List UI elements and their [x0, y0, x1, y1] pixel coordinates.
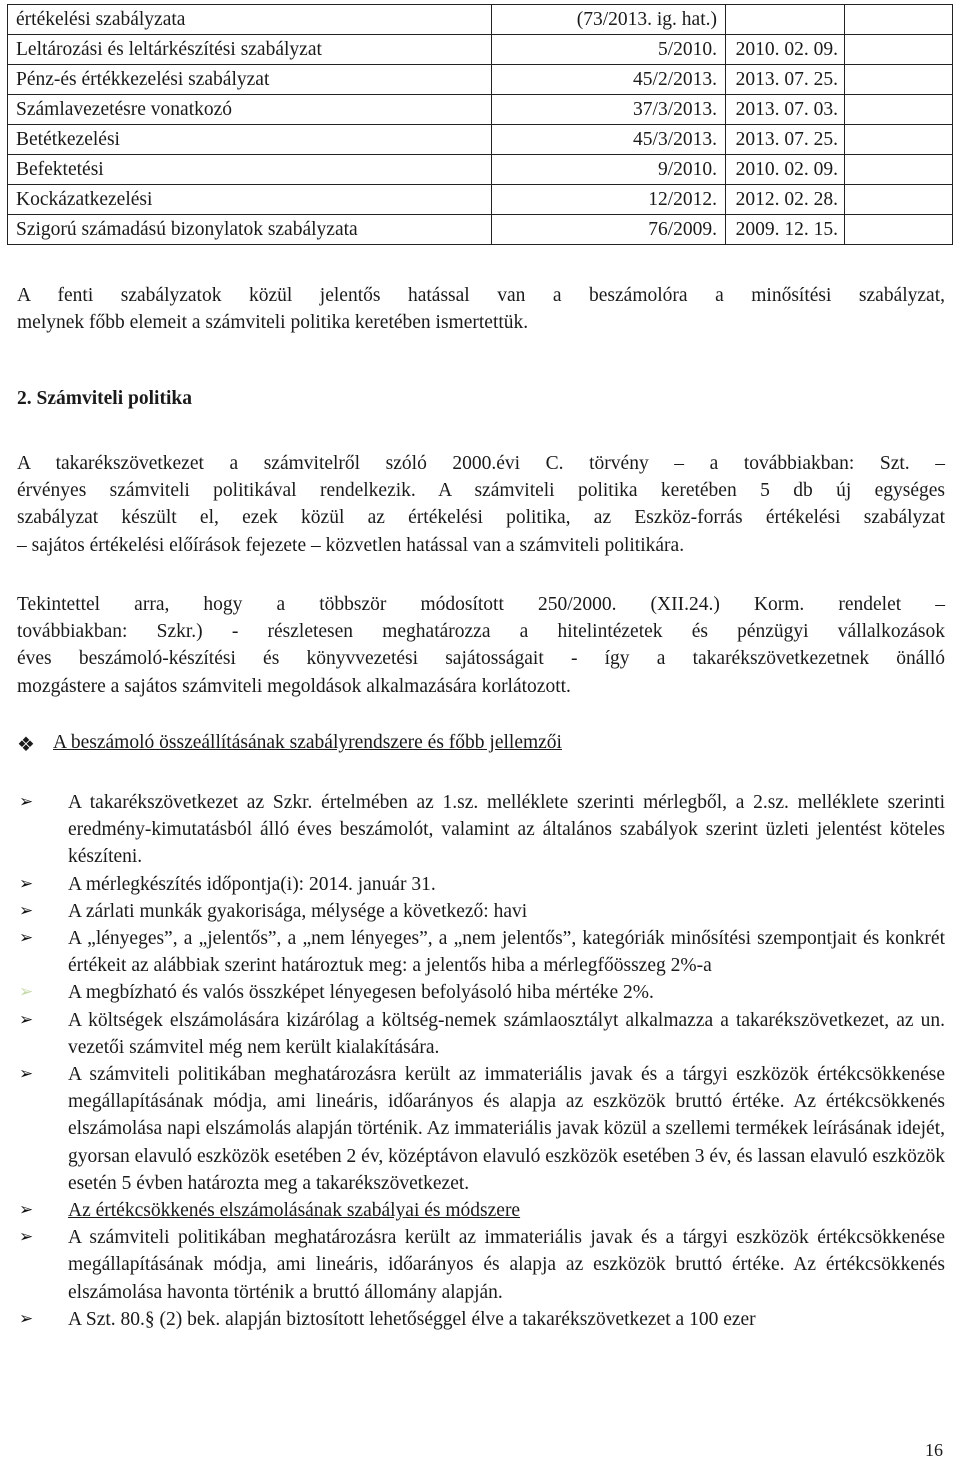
paragraph-line: mozgástere a sajátos számviteli megoldások alkalmazására korlátozott. — [17, 676, 571, 697]
section-heading: 2. Számviteli politika — [17, 388, 192, 409]
regulation-name-cell: Szigorú számadású bizonylatok szabályzata — [8, 215, 492, 245]
list-item — [17, 898, 945, 925]
list-item — [17, 1224, 945, 1306]
subsection-title-text: A beszámoló összeállításának szabályrendszere és főbb jellemzői — [53, 732, 562, 753]
table-row — [8, 125, 953, 155]
table-row — [8, 65, 953, 95]
regulations-table — [7, 4, 953, 245]
paragraph-line: A fenti szabályzatok közül jelentős hatással van a beszámolóra a minősítési szabályzat, — [17, 285, 945, 306]
list-item — [17, 871, 945, 898]
list-item-text: A takarékszövetkezet az Szkr. értelmében az 1.sz. melléklete szerinti mérlegből, a 2.sz. melléklete szerinti eredmény-kimutatásból álló éves beszámolót, valamint az általános szabályok szerint üzleti jelentést köteles készíteni. — [68, 792, 945, 868]
list-item-text: Az értékcsökkenés elszámolásának szabályai és módszere — [68, 1200, 521, 1222]
table-row — [8, 215, 953, 245]
regulation-number-cell: 5/2010. — [492, 35, 726, 65]
regulation-number-cell: 37/3/2013. — [492, 95, 726, 125]
arrow-bullet-icon: ➢ — [19, 1227, 34, 1248]
list-item — [17, 789, 945, 871]
paragraph-line: érvényes számviteli politikával rendelkezik. A számviteli politika keretében 5 db új egységes — [17, 480, 945, 501]
table-row — [8, 95, 953, 125]
page-number: 16 — [925, 1440, 943, 1460]
regulation-date-cell: 2013. 07. 25. — [726, 65, 845, 95]
regulation-number-cell: 76/2009. — [492, 215, 726, 245]
list-item-text: A zárlati munkák gyakorisága, mélysége a következő: havi — [68, 900, 528, 922]
regulation-number-cell: (73/2013. ig. hat.) — [492, 5, 726, 35]
list-item-text: A mérlegkészítés időpontja(i): 2014. január 31. — [68, 873, 436, 895]
regulations-table-body — [8, 5, 953, 245]
list-item — [17, 925, 945, 979]
table-row — [8, 185, 953, 215]
arrow-bullet-icon: ➢ — [19, 1064, 34, 1085]
arrow-bullet-icon: ➢ — [19, 982, 34, 1003]
regulation-date-cell: 2010. 02. 09. — [726, 155, 845, 185]
empty-cell — [845, 65, 953, 95]
regulation-name-cell: Betétkezelési — [8, 125, 492, 155]
empty-cell — [845, 185, 953, 215]
paragraph-line: továbbiakban: Szkr.) - részletesen meghatározza a hitelintézetek és pénzügyi vállalkozások — [17, 621, 945, 642]
regulation-number-cell: 45/3/2013. — [492, 125, 726, 155]
regulation-date-cell: 2013. 07. 03. — [726, 95, 845, 125]
regulation-date-cell: 2013. 07. 25. — [726, 125, 845, 155]
regulation-date-cell: 2012. 02. 28. — [726, 185, 845, 215]
paragraph-line: szabályzat készült el, ezek közül az értékelési politika, az Eszköz-forrás értékelési szabályzat — [17, 507, 945, 528]
list-item-text: A „lényeges”, a „jelentős”, a „nem lényeges”, a „nem jelentős”, kategóriák minősítési szempontjait és konkrét értékeit az alábbiak szerint határoztuk meg: a jelentős hiba a mérlegfőösszeg 2%-a — [68, 928, 945, 977]
empty-cell — [845, 5, 953, 35]
regulation-name-cell: Leltározási és leltárkészítési szabályzat — [8, 35, 492, 65]
list-item-text: A megbízható és valós összképet lényegesen befolyásoló hiba mértéke 2%. — [68, 982, 654, 1004]
diamond-bullet-icon: ❖ — [17, 734, 35, 756]
regulation-number-cell: 9/2010. — [492, 155, 726, 185]
list-item-text: A Szt. 80.§ (2) bek. alapján biztosított lehetőséggel élve a takarékszövetkezet a 100 ezer — [68, 1308, 756, 1330]
bullet-list — [17, 789, 945, 1333]
arrow-bullet-icon: ➢ — [19, 792, 34, 812]
regulation-number-cell: 12/2012. — [492, 185, 726, 215]
list-item — [17, 1197, 945, 1224]
empty-cell — [845, 215, 953, 245]
regulation-name-cell: Számlavezetésre vonatkozó — [8, 95, 492, 125]
regulation-name-cell: Pénz-és értékkezelési szabályzat — [8, 65, 492, 95]
regulation-name-cell: Befektetési — [8, 155, 492, 185]
paragraph-line: – sajátos értékelési előírások fejezete – közvetlen hatással van a számviteli politikára. — [17, 535, 685, 556]
arrow-bullet-icon: ➢ — [19, 1009, 34, 1030]
regulation-name-cell: értékelési szabályzata — [8, 5, 492, 35]
regulation-date-cell: 2010. 02. 09. — [726, 35, 845, 65]
list-item — [17, 1306, 945, 1333]
list-item-text: A költségek elszámolására kizárólag a költség-nemek számlaosztályt alkalmazza a takarékszövetkezet, az un. vezetői számvitel még nem került kialakítására. — [68, 1009, 945, 1058]
paragraph-line: Tekintettel arra, hogy a többször módosított 250/2000. (XII.24.) Korm. rendelet – — [17, 594, 945, 615]
arrow-bullet-icon: ➢ — [19, 900, 34, 921]
arrow-bullet-icon: ➢ — [19, 1200, 34, 1221]
empty-cell — [845, 125, 953, 155]
list-item — [17, 1061, 945, 1197]
empty-cell — [845, 155, 953, 185]
regulation-name-cell: Kockázatkezelési — [8, 185, 492, 215]
paragraph-line: éves beszámoló-készítési és könyvvezetési sajátosságait - így a takarékszövetkezetnek önálló — [17, 648, 945, 669]
list-item — [17, 979, 945, 1006]
arrow-bullet-icon: ➢ — [19, 928, 34, 949]
paragraph-line: A takarékszövetkezet a számvitelről szóló 2000.évi C. törvény – a továbbiakban: Szt. – — [17, 453, 945, 474]
arrow-bullet-icon: ➢ — [19, 873, 34, 894]
empty-cell — [845, 95, 953, 125]
paragraph-line: melynek főbb elemeit a számviteli politika keretében ismertettük. — [17, 312, 529, 333]
list-item-text: A számviteli politikában meghatározásra került az immateriális javak és a tárgyi eszközök értékcsökkenése megállapításának módja, ami lineáris, időarányos és alapja az eszközök bruttó értéke. Az értékcsökkenés elszámolása havonta történik a bruttó állomány alapján. — [68, 1227, 945, 1303]
arrow-bullet-icon: ➢ — [19, 1308, 34, 1329]
table-row — [8, 155, 953, 185]
list-item-text: A számviteli politikában meghatározásra került az immateriális javak és a tárgyi eszközök értékcsökkenése megállapításának módja, ami lineáris, időarányos és alapja az eszközök bruttó értéke. Az értékcsökkenés elszámolása napi elszámolás alapján történik. Az immateriális javak közül a szellemi termékek leírásának idejét, gyorsan elavuló eszközök esetében 2 év, középtávon elavuló eszközök esetében 3 év, és lassan elavuló eszközök esetén 5 évben határozta meg a takarékszövetkezet. — [68, 1064, 945, 1194]
empty-cell — [845, 35, 953, 65]
table-row — [8, 35, 953, 65]
list-item — [17, 1007, 945, 1061]
table-row — [8, 5, 953, 35]
regulation-date-cell — [726, 5, 845, 35]
regulation-number-cell: 45/2/2013. — [492, 65, 726, 95]
regulation-date-cell: 2009. 12. 15. — [726, 215, 845, 245]
